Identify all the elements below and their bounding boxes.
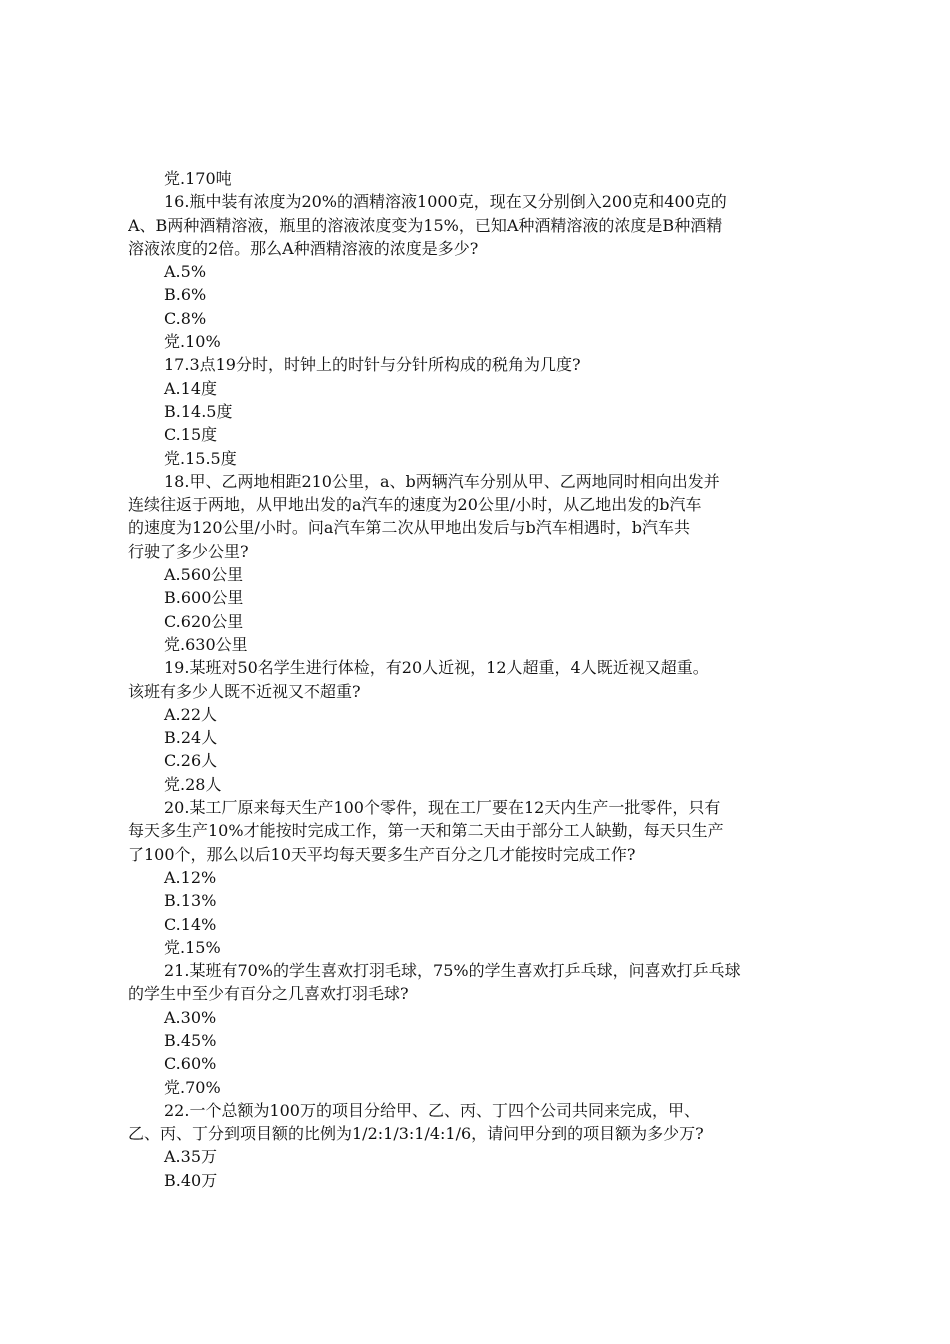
option-line: A.35万	[164, 1147, 218, 1167]
option-line: A.560公里	[164, 565, 244, 585]
option-line: 党.170吨	[164, 169, 232, 188]
document-body	[128, 167, 834, 1192]
option-line: C.14%	[164, 914, 217, 934]
option-line: A.12%	[164, 867, 217, 887]
option-line: B.24人	[164, 728, 218, 748]
question-line: 18.甲、乙两地相距210公里，a、b两辆汽车分别从甲、乙两地同时相向出发并	[164, 471, 720, 491]
option-line: 党.15%	[164, 937, 221, 957]
question-line: 17.3点19分时，时钟上的时针与分针所构成的税角为几度?	[164, 355, 581, 375]
continuation-line: 了100个，那么以后10天平均每天要多生产百分之几才能按时完成工作?	[128, 844, 636, 864]
question-line: 21.某班有70%的学生喜欢打羽毛球，75%的学生喜欢打乒乓球，问喜欢打乒乓球	[164, 961, 741, 981]
continuation-line: 的学生中至少有百分之几喜欢打羽毛球?	[128, 984, 409, 1004]
option-line: 党.28人	[164, 774, 222, 794]
option-line: 党.10%	[164, 332, 221, 352]
option-line: A.14度	[164, 378, 218, 398]
option-line: B.6%	[164, 285, 207, 305]
option-line: C.15度	[164, 425, 218, 445]
continuation-line: 该班有多少人既不近视又不超重?	[128, 681, 361, 701]
option-line: B.600公里	[164, 588, 244, 608]
option-line: A.5%	[164, 262, 207, 282]
option-line: 党.70%	[164, 1077, 221, 1097]
option-line: A.30%	[164, 1007, 217, 1027]
option-line: B.40万	[164, 1170, 218, 1190]
question-line: 20.某工厂原来每天生产100个零件，现在工厂要在12天内生产一批零件，只有	[164, 798, 721, 818]
option-line: B.13%	[164, 891, 217, 911]
option-line: C.60%	[164, 1054, 217, 1074]
question-line: 16.瓶中装有浓度为20%的酒精溶液1000克，现在又分别倒入200克和400克的	[164, 192, 727, 212]
option-line: C.8%	[164, 308, 207, 328]
option-line: C.620公里	[164, 611, 244, 631]
continuation-line: 行驶了多少公里?	[128, 541, 249, 561]
option-line: 党.15.5度	[164, 448, 237, 468]
option-line: B.14.5度	[164, 401, 233, 421]
continuation-line: 的速度为120公里/小时。问a汽车第二次从甲地出发后与b汽车相遇时，b汽车共	[128, 518, 690, 538]
continuation-line: 每天多生产10%才能按时完成工作，第一天和第二天由于部分工人缺勤，每天只生产	[128, 821, 724, 841]
option-line: A.22人	[164, 704, 218, 724]
question-line: 19.某班对50名学生进行体检，有20人近视，12人超重，4人既近视又超重。	[164, 658, 709, 678]
continuation-line: 溶液浓度的2倍。那么A种酒精溶液的浓度是多少?	[128, 238, 479, 258]
option-line: C.26人	[164, 751, 218, 771]
continuation-line: A、B两种酒精溶液，瓶里的溶液浓度变为15%，已知A种酒精溶液的浓度是B种酒精	[128, 215, 723, 235]
option-line: B.45%	[164, 1030, 217, 1050]
question-line: 22.一个总额为100万的项目分给甲、乙、丙、丁四个公司共同来完成，甲、	[164, 1100, 700, 1120]
continuation-line: 乙、丙、丁分到项目额的比例为1/2:1/3:1/4:1/6，请问甲分到的项目额为多少万?	[128, 1124, 704, 1144]
continuation-line: 连续往返于两地，从甲地出发的a汽车的速度为20公里/小时，从乙地出发的b汽车	[128, 495, 702, 515]
option-line: 党.630公里	[164, 634, 248, 654]
